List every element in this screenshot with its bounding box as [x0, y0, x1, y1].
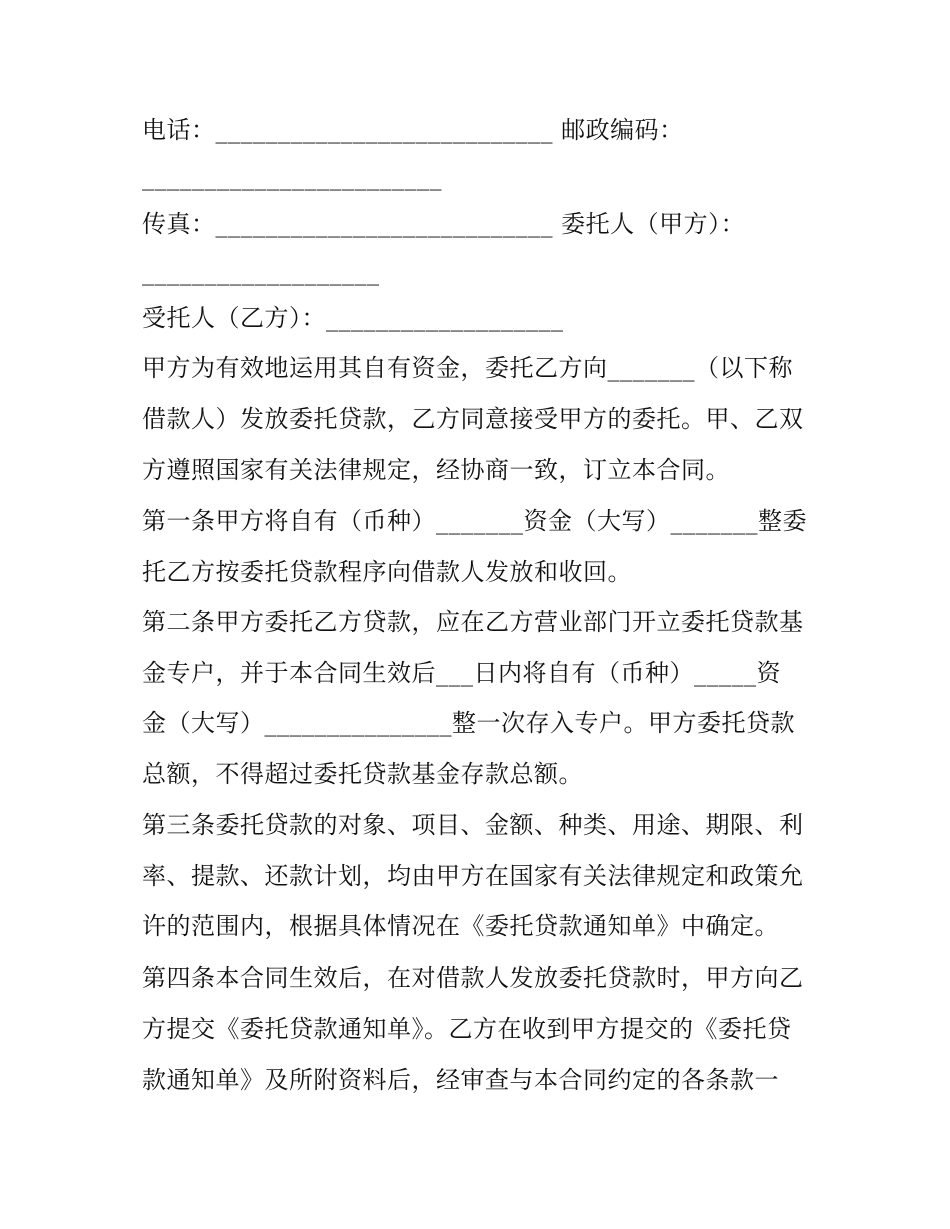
article-3-line: 率、提款、还款计划，均由甲方在国家有关法律规定和政策允 [142, 862, 804, 890]
paragraph-line: 借款人）发放委托贷款，乙方同意接受甲方的委托。甲、乙双 [142, 405, 804, 433]
article-3-line: 许的范围内，根据具体情况在《委托贷款通知单》中确定。 [142, 912, 779, 940]
article-4-line: 款通知单》及所附资料后，经审查与本合同约定的各条款一 [142, 1066, 779, 1094]
paragraph-line: 方遵照国家有关法律规定，经协商一致，订立本合同。 [142, 456, 730, 484]
article-2-line: 第二条甲方委托乙方贷款，应在乙方营业部门开立委托贷款基 [142, 608, 804, 636]
article-2-line: 金（大写）_______________整一次存入专户。甲方委托贷款 [142, 709, 795, 737]
article-4-line: 第四条本合同生效后，在对借款人发放委托贷款时，甲方向乙 [142, 964, 804, 992]
article-1-line: 第一条甲方将自有（币种）_______资金（大写）_______整委 [142, 507, 807, 535]
article-1-line: 托乙方按委托贷款程序向借款人发放和收回。 [142, 558, 632, 586]
text-line-phone-postcode: 电话：___________________________ 邮政编码： [142, 116, 684, 144]
paragraph-line: 甲方为有效地运用其自有资金，委托乙方向_______（以下称 [142, 354, 793, 382]
text-line-principal-blank: ___________________ [142, 258, 380, 286]
article-3-line: 第三条委托贷款的对象、项目、金额、种类、用途、期限、利 [142, 811, 804, 839]
article-2-line: 总额，不得超过委托贷款基金存款总额。 [142, 760, 583, 788]
text-line-postcode-blank: ________________________ [142, 163, 442, 191]
text-line-fax-principal: 传真：___________________________ 委托人（甲方）： [142, 210, 746, 238]
article-4-line: 方提交《委托贷款通知单》。乙方在收到甲方提交的《委托贷 [142, 1015, 792, 1043]
article-2-line: 金专户，并于本合同生效后___日内将自有（币种）_____资 [142, 659, 781, 687]
text-line-trustee: 受托人（乙方）：___________________ [142, 304, 564, 332]
